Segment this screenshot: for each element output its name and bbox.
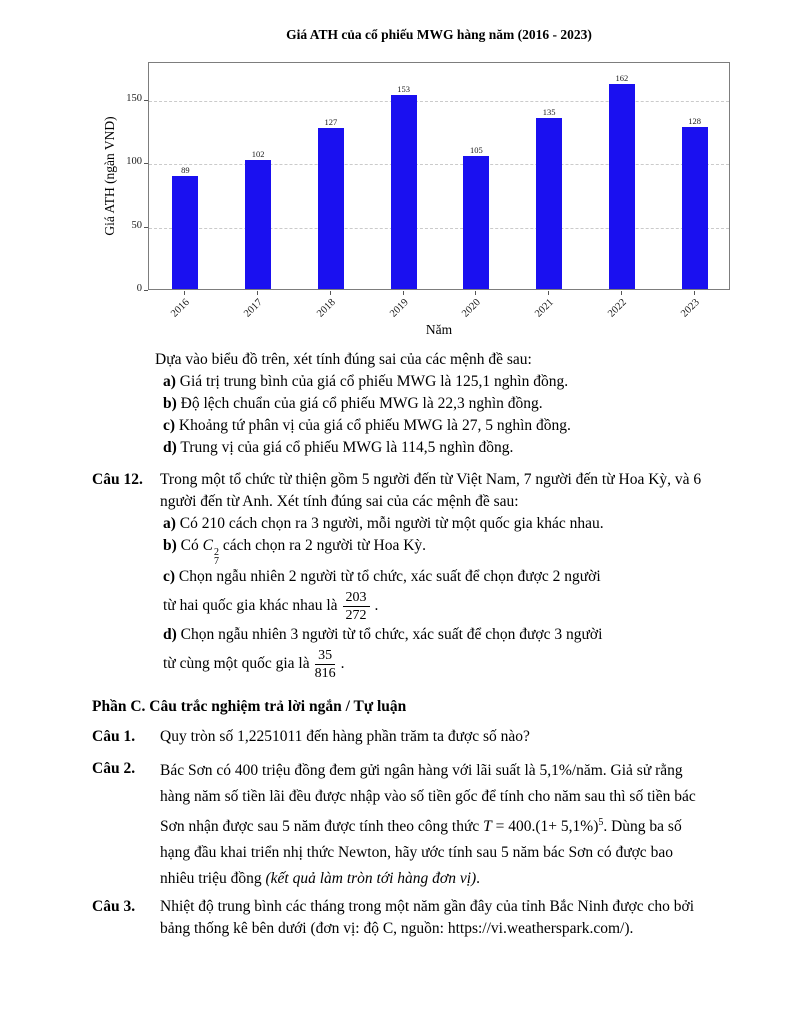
item-text: . <box>340 655 345 672</box>
y-tick-label: 50 <box>131 219 142 231</box>
bar-value-label: 102 <box>251 148 265 159</box>
combination-symbol: C <box>202 537 213 554</box>
question-label: Câu 2. <box>92 760 136 777</box>
question-3 <box>92 896 792 940</box>
y-tick-label: 100 <box>126 156 142 168</box>
item-text: Có <box>180 537 199 554</box>
chart <box>0 0 792 345</box>
x-tick-label: 2021 <box>533 297 556 320</box>
formula-exponent: 5 <box>598 817 604 828</box>
question-body <box>160 469 746 682</box>
item-text: . <box>374 597 379 614</box>
x-tick-label: 2019 <box>387 297 411 320</box>
q12-item-d-line1 <box>163 624 746 646</box>
bar-2018 <box>318 128 344 289</box>
gridline <box>149 164 729 165</box>
formula-body: = 400.(1+ 5,1%) <box>495 818 599 836</box>
item-text: Có 210 cách chọn ra 3 người, mỗi người từ một quốc gia khác nhau. <box>179 515 604 532</box>
bar-2017 <box>245 160 271 289</box>
y-tick-mark <box>144 100 148 101</box>
question-body <box>160 726 746 748</box>
x-tick-mark <box>621 291 622 295</box>
text-segment: . <box>476 870 481 888</box>
x-tick-mark <box>548 291 549 295</box>
q11-item-c <box>163 415 792 437</box>
q12-item-a <box>163 513 746 535</box>
item-text: Chọn ngẫu nhiên 3 người từ tổ chức, xác suất để chọn được 3 người <box>180 626 603 643</box>
bar-2020 <box>463 156 489 289</box>
x-axis-label: Năm <box>425 322 453 337</box>
y-tick-label: 150 <box>126 93 142 104</box>
plot-area <box>148 62 730 290</box>
text-line: Bác Sơn có 400 triệu đồng đem gửi ngân hàng với lãi suất là 5,1%/năm. Giả sử rằng <box>160 762 683 779</box>
bar-2019 <box>391 95 417 289</box>
item-text: Độ lệch chuẩn của giá cổ phiếu MWG là 22,3 nghìn đồng. <box>180 395 543 412</box>
item-label: a) <box>163 515 176 532</box>
bar-value-label: 153 <box>397 84 410 95</box>
question-2 <box>92 758 792 892</box>
y-tick-mark <box>144 163 148 164</box>
item-text: Giá trị trung bình của giá cổ phiếu MWG là 125,1 nghìn đồng. <box>179 373 569 390</box>
x-tick-mark <box>330 291 331 295</box>
x-tick-mark <box>257 291 258 295</box>
item-label: d) <box>163 439 177 456</box>
q11-item-d <box>163 437 792 459</box>
item-label: a) <box>163 373 176 390</box>
bar-2021 <box>536 118 562 289</box>
chart-title: Giá ATH của cổ phiếu MWG hàng năm (2016 - 2023) <box>286 27 592 42</box>
question-12 <box>92 469 792 682</box>
text-segment: Sơn nhận được sau 5 năm được tính theo công thức <box>160 818 480 836</box>
item-label: b) <box>163 395 177 412</box>
text-line <box>160 866 746 892</box>
bar-value-label: 105 <box>470 145 483 155</box>
fraction <box>343 590 370 623</box>
fraction <box>315 648 336 681</box>
item-text: từ cùng một quốc gia là <box>163 655 310 672</box>
text-line-formula <box>160 810 746 840</box>
formula-variable: T <box>483 818 492 836</box>
text-segment: . Dùng ba số <box>603 818 682 836</box>
q11-item-b <box>163 393 792 415</box>
q12-item-c-line1 <box>163 566 746 588</box>
x-tick-mark <box>184 291 185 295</box>
bar-value-label: 162 <box>615 72 629 83</box>
bar-2016 <box>172 176 198 289</box>
text-segment: nhiêu triệu đồng <box>160 870 262 888</box>
bar-value-label: 135 <box>542 107 556 117</box>
x-tick-label: 2022 <box>606 297 629 320</box>
item-label: c) <box>163 568 176 585</box>
italic-note: (kết quả làm tròn tới hàng đơn vị) <box>265 870 477 888</box>
text-line: người đến từ Anh. Xét tính đúng sai của các mệnh đề sau: <box>160 493 519 510</box>
fraction-numerator: 203 <box>343 590 370 607</box>
text-line: hạng đầu khai triển nhị thức Newton, hãy ước tính sau 5 năm bác Sơn có được bao <box>160 844 673 862</box>
x-tick-label: 2017 <box>242 297 265 320</box>
bar-value-label: 127 <box>324 117 338 128</box>
item-text: Khoảng tứ phân vị của giá cổ phiếu MWG là 27, 5 nghìn đồng. <box>178 417 571 434</box>
y-tick-mark <box>144 227 148 228</box>
item-text: Trung vị của giá cổ phiếu MWG là 114,5 nghìn đồng. <box>180 439 514 456</box>
x-tick-mark <box>475 291 476 295</box>
item-label: b) <box>163 537 177 554</box>
x-tick-label: 2023 <box>678 297 702 320</box>
text-line: Nhiệt độ trung bình các tháng trong một năm gần đây của tỉnh Bắc Ninh được cho bởi <box>160 898 695 916</box>
x-tick-label: 2016 <box>169 297 193 320</box>
y-axis-label: Giá ATH (ngàn VND) <box>102 116 117 236</box>
gridline <box>149 101 729 102</box>
document-text <box>0 349 792 940</box>
question-1 <box>92 726 792 748</box>
bar-2023 <box>682 127 708 289</box>
q12-item-c-line2 <box>163 588 746 624</box>
item-text: Chọn ngẫu nhiên 2 người từ tổ chức, xác suất để chọn được 2 người <box>178 568 601 585</box>
question-body <box>160 758 746 892</box>
fraction-denominator: 272 <box>345 607 367 623</box>
text-line: hàng năm số tiền lãi đều được nhập vào số tiền gốc để tính cho năm sau thì số tiền bác <box>160 788 696 805</box>
bar-2022 <box>609 84 635 289</box>
bar-value-label: 128 <box>688 115 701 126</box>
q12-item-b <box>163 535 746 566</box>
item-label: d) <box>163 626 177 643</box>
subscript: 7 <box>213 556 219 567</box>
gridline <box>149 228 729 229</box>
item-label: c) <box>163 417 176 434</box>
question-label: Câu 3. <box>92 898 136 916</box>
q11-intro: Dựa vào biểu đồ trên, xét tính đúng sai của các mệnh đề sau: <box>155 351 532 368</box>
fraction-numerator: 35 <box>315 648 335 665</box>
x-tick-mark <box>403 291 404 295</box>
x-tick-label: 2018 <box>315 297 338 320</box>
combination-indices <box>214 548 219 566</box>
x-tick-label: 2020 <box>460 297 484 320</box>
question-label: Câu 1. <box>92 728 136 745</box>
item-text: từ hai quốc gia khác nhau là <box>163 597 338 614</box>
superscript: 2 <box>213 547 219 558</box>
fraction-denominator: 816 <box>314 665 336 681</box>
item-text: cách chọn ra 2 người từ Hoa Kỳ. <box>222 537 427 554</box>
text-line: Trong một tổ chức từ thiện gồm 5 người đến từ Việt Nam, 7 người đến từ Hoa Kỳ, và 6 <box>160 471 702 488</box>
y-tick-label: 0 <box>136 283 142 294</box>
section-c-heading: Phần C. Câu trắc nghiệm trả lời ngắn / Tự luận <box>92 698 407 715</box>
question-body <box>160 896 746 940</box>
x-tick-mark <box>694 291 695 295</box>
question-label: Câu 12. <box>92 471 143 488</box>
q11-item-a <box>163 371 792 393</box>
y-tick-mark <box>144 290 148 291</box>
text-line-with-url: bảng thống kê bên dưới (đơn vị: độ C, nguồn: https://vi.weatherspark.com/). <box>160 920 634 938</box>
q12-item-d-line2 <box>163 646 746 682</box>
text-line: Quy tròn số 1,2251011 đến hàng phần trăm ta được số nào? <box>160 728 530 745</box>
bar-value-label: 89 <box>181 165 190 176</box>
